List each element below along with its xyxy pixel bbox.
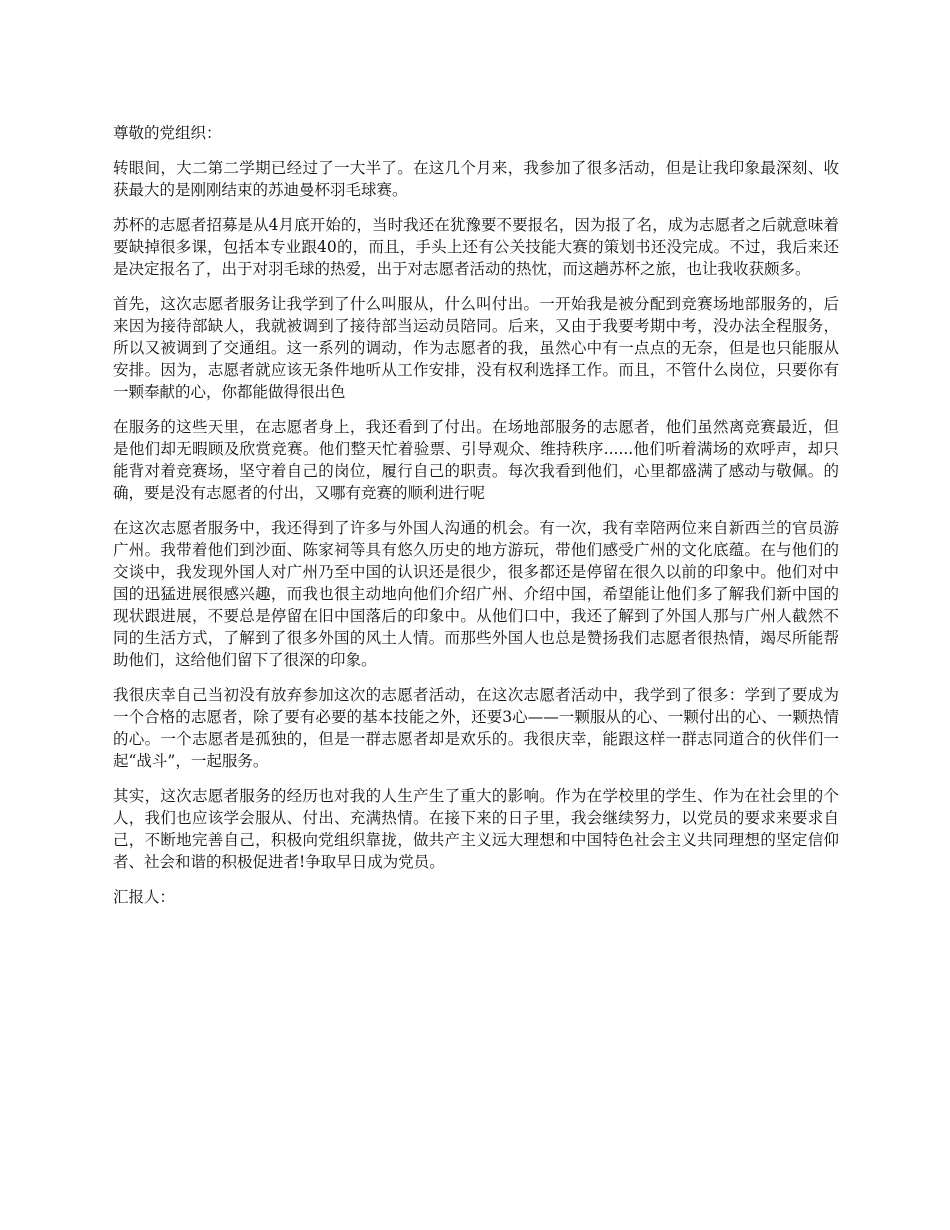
body-paragraph: 我很庆幸自己当初没有放弃参加这次的志愿者活动，在这次志愿者活动中，我学到了很多：学到了要成为一个合格的志愿者，除了要有必要的基本技能之外，还要3心——一颗服从的心、一颗付出的心、一颗热情的心。一个志愿者是孤独的，但是一群志愿者却是欢乐的。我很庆幸，能跟这样一群志同道合的伙伴们一起“战斗”，一起服务。 <box>113 686 839 770</box>
body-paragraph: 在这次志愿者服务中，我还得到了许多与外国人沟通的机会。有一次，我有幸陪两位来自新西兰的官员游广州。我带着他们到沙面、陈家祠等具有悠久历史的地方游玩，带他们感受广州的文化底蕴。在与他们的交谈中，我发现外国人对广州乃至中国的认识还是很少，很多都还是停留在很久以前的印象中。他们对中国的迅猛进展很感兴趣，而我也很主动地向他们介绍广州、介绍中国，希望能让他们多了解我们新中国的现状跟进展，不要总是停留在旧中国落后的印象中。从他们口中，我还了解到了外国人那与广州人截然不同的生活方式，了解到了很多外国的风土人情。而那些外国人也总是赞扬我们志愿者很热情，竭尽所能帮助他们，这给他们留下了很深的印象。 <box>113 519 839 669</box>
body-paragraph: 转眼间，大二第二学期已经过了一大半了。在这几个月来，我参加了很多活动，但是让我印象最深刻、收获最大的是刚刚结束的苏迪曼杯羽毛球赛。 <box>113 159 839 199</box>
signature-line: 汇报人： <box>113 888 176 906</box>
body-paragraph: 在服务的这些天里，在志愿者身上，我还看到了付出。在场地部服务的志愿者，他们虽然离竞赛最近，但是他们却无暇顾及欣赏竞赛。他们整天忙着验票、引导观众、维持秩序......他们听着满场的欢呼声，却只能背对着竞赛场，坚守着自己的岗位，履行自己的职责。每次我看到他们，心里都盛满了感动与敬佩。的确，要是没有志愿者的付出，又哪有竞赛的顺利进行呢 <box>113 418 839 502</box>
salutation: 尊敬的党组织： <box>113 124 222 142</box>
body-paragraph: 首先，这次志愿者服务让我学到了什么叫服从，什么叫付出。一开始我是被分配到竞赛场地部服务的，后来因为接待部缺人，我就被调到了接待部当运动员陪同。后来，又由于我要考期中考，没办法全程服务，所以又被调到了交通组。这一系列的调动，作为志愿者的我，虽然心中有一点点的无奈，但是也只能服从安排。因为，志愿者就应该无条件地听从工作安排，没有权利选择工作。而且，不管什么岗位，只要你有一颗奉献的心，你都能做得很出色 <box>113 295 839 401</box>
body-paragraph: 苏杯的志愿者招募是从4月底开始的，当时我还在犹豫要不要报名，因为报了名，成为志愿者之后就意味着要缺掉很多课，包括本专业跟40的，而且，手头上还有公关技能大赛的策划书还没完成。不过，我后来还是决定报名了，出于对羽毛球的热爱，出于对志愿者活动的热忱，而这趟苏杯之旅，也让我收获颇多。 <box>113 216 839 278</box>
body-paragraph: 其实，这次志愿者服务的经历也对我的人生产生了重大的影响。作为在学校里的学生、作为在社会里的个人，我们也应该学会服从、付出、充满热情。在接下来的日子里，我会继续努力，以党员的要求来要求自己，不断地完善自己，积极向党组织靠拢，做共产主义远大理想和中国特色社会主义共同理想的坚定信仰者、社会和谐的积极促进者!争取早日成为党员。 <box>113 787 839 871</box>
report-document <box>113 122 839 921</box>
